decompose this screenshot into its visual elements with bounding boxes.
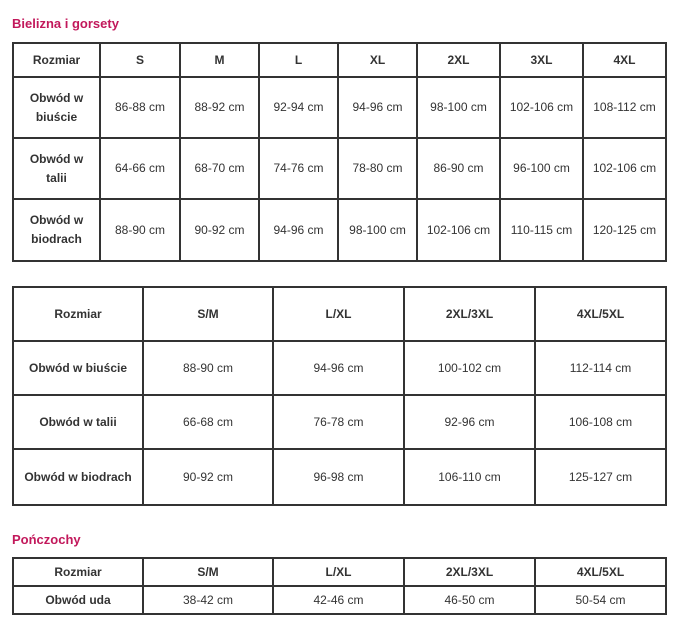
column-header: Rozmiar — [13, 43, 100, 77]
table-row — [13, 395, 666, 449]
table-header-row — [13, 43, 666, 77]
table-cell: 38-42 cm — [143, 586, 273, 614]
table-cell: 92-96 cm — [404, 395, 535, 449]
table-cell: 96-98 cm — [273, 449, 404, 505]
column-header: 2XL — [417, 43, 500, 77]
table-header-row — [13, 558, 666, 586]
table-cell: 86-90 cm — [417, 138, 500, 199]
table-cell: 88-92 cm — [180, 77, 259, 138]
table-cell: 42-46 cm — [273, 586, 404, 614]
column-header: S/M — [143, 287, 273, 341]
row-label: Obwód w biuście — [13, 77, 100, 138]
column-header: XL — [338, 43, 417, 77]
table-row — [13, 449, 666, 505]
table-cell: 92-94 cm — [259, 77, 338, 138]
table-cell: 108-112 cm — [583, 77, 666, 138]
table-cell: 50-54 cm — [535, 586, 666, 614]
table-cell: 98-100 cm — [417, 77, 500, 138]
table-cell: 66-68 cm — [143, 395, 273, 449]
table-cell: 102-106 cm — [583, 138, 666, 199]
size-table-stockings — [12, 557, 667, 615]
table-row — [13, 199, 666, 261]
table-cell: 88-90 cm — [100, 199, 180, 261]
row-label: Obwód w biuście — [13, 341, 143, 395]
column-header: M — [180, 43, 259, 77]
column-header: Rozmiar — [13, 287, 143, 341]
row-label: Obwód uda — [13, 586, 143, 614]
table-cell: 102-106 cm — [500, 77, 583, 138]
table-cell: 64-66 cm — [100, 138, 180, 199]
section-title-stockings: Pończochy — [12, 532, 81, 547]
column-header: 4XL/5XL — [535, 287, 666, 341]
column-header: 3XL — [500, 43, 583, 77]
table-cell: 100-102 cm — [404, 341, 535, 395]
table-header-row — [13, 287, 666, 341]
table-cell: 112-114 cm — [535, 341, 666, 395]
table-cell: 120-125 cm — [583, 199, 666, 261]
table-row — [13, 77, 666, 138]
row-label: Obwód w biodrach — [13, 449, 143, 505]
column-header: L — [259, 43, 338, 77]
row-label: Obwód w biodrach — [13, 199, 100, 261]
column-header: 2XL/3XL — [404, 287, 535, 341]
column-header: 4XL/5XL — [535, 558, 666, 586]
section-title-lingerie: Bielizna i gorsety — [12, 16, 119, 31]
table-cell: 94-96 cm — [259, 199, 338, 261]
table-cell: 88-90 cm — [143, 341, 273, 395]
size-table-lingerie-combined — [12, 286, 667, 506]
table-cell: 106-110 cm — [404, 449, 535, 505]
table-cell: 86-88 cm — [100, 77, 180, 138]
table-cell: 106-108 cm — [535, 395, 666, 449]
column-header: 2XL/3XL — [404, 558, 535, 586]
table-cell: 46-50 cm — [404, 586, 535, 614]
table-cell: 90-92 cm — [143, 449, 273, 505]
table-cell: 76-78 cm — [273, 395, 404, 449]
column-header: Rozmiar — [13, 558, 143, 586]
column-header: L/XL — [273, 558, 404, 586]
column-header: L/XL — [273, 287, 404, 341]
table-row — [13, 586, 666, 614]
table-cell: 94-96 cm — [338, 77, 417, 138]
row-label: Obwód w talii — [13, 395, 143, 449]
table-cell: 110-115 cm — [500, 199, 583, 261]
row-label: Obwód w talii — [13, 138, 100, 199]
table-cell: 102-106 cm — [417, 199, 500, 261]
column-header: S — [100, 43, 180, 77]
table-cell: 96-100 cm — [500, 138, 583, 199]
size-table-lingerie — [12, 42, 667, 262]
table-cell: 74-76 cm — [259, 138, 338, 199]
column-header: S/M — [143, 558, 273, 586]
table-cell: 98-100 cm — [338, 199, 417, 261]
table-cell: 78-80 cm — [338, 138, 417, 199]
table-cell: 94-96 cm — [273, 341, 404, 395]
table-row — [13, 138, 666, 199]
table-cell: 68-70 cm — [180, 138, 259, 199]
table-cell: 90-92 cm — [180, 199, 259, 261]
table-row — [13, 341, 666, 395]
column-header: 4XL — [583, 43, 666, 77]
table-cell: 125-127 cm — [535, 449, 666, 505]
